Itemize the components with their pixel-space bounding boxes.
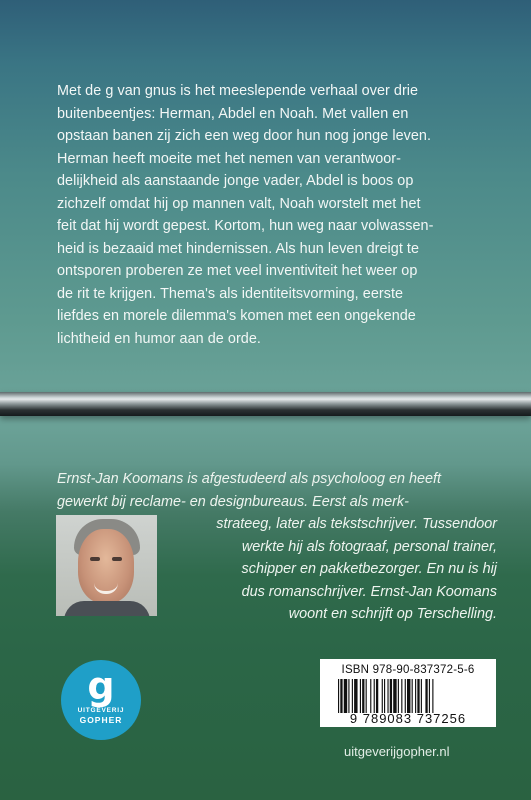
ean-digits: 9 789083 737256 (349, 711, 467, 726)
barcode-bar (425, 679, 427, 713)
publisher-logo (61, 660, 141, 740)
barcode-bar (360, 679, 361, 713)
blurb-line: liefdes en morele dilemma's komen met een ongekende (57, 308, 416, 324)
metal-rail-decoration (0, 392, 531, 416)
barcode-bar (415, 679, 416, 713)
blurb-line: zichzelf omdat hij op mannen valt, Noah worstelt met het (57, 195, 421, 212)
barcode-bar (432, 679, 433, 713)
barcode-bar (354, 679, 357, 713)
blurb-line: ontsporen proberen ze met veel inventiviteit het weer op (57, 263, 418, 279)
barcode-bar (338, 679, 339, 713)
barcode-bar (405, 679, 406, 713)
barcode-bar (382, 679, 383, 713)
barcode-bar (366, 679, 367, 713)
barcode-bar (362, 679, 364, 713)
author-bio-intro (57, 468, 497, 513)
barcode-bar (352, 679, 353, 713)
publisher-url: uitgeverijgopher.nl (344, 744, 450, 759)
bio-line: Ernst-Jan Koomans is afgestudeerd als psycholoog en heeft (57, 471, 441, 487)
author-bio-continued (168, 513, 497, 626)
bio-line: werkte hij als fotograaf, personal trainer, (241, 538, 497, 555)
bio-line: woont en schrijft op Terschelling. (288, 606, 497, 622)
bio-line: gewerkt bij reclame- en designbureaus. Eerst als merk- (57, 493, 409, 510)
bio-line: schipper en pakketbezorger. En nu is hij (241, 561, 497, 577)
barcode-bar (374, 679, 375, 713)
barcode-bar (384, 679, 385, 713)
cover-blurb (57, 80, 497, 350)
blurb-line: delijkheid als aanstaande jonge vader, Abdel is boos op (57, 173, 414, 189)
barcode-bar (348, 679, 349, 713)
blurb-line: de rit te krijgen. Thema's als identiteitsvorming, eerste (57, 285, 404, 302)
barcode-bar (417, 679, 419, 713)
blurb-line: opstaan banen zij zich een weg door hun nog jonge leven. (57, 128, 432, 144)
logo-line-gopher: GOPHER (79, 715, 123, 725)
gopher-g-icon: g (87, 664, 115, 708)
barcode-bars (338, 679, 488, 713)
barcode-bar (376, 679, 378, 713)
barcode-bar (390, 679, 392, 713)
bio-line: dus romanschrijver. Ernst-Jan Koomans (241, 583, 497, 600)
barcode-bar (412, 679, 413, 713)
author-photo (56, 515, 157, 616)
blurb-line: Herman heeft moeite met het nemen van verantwoor- (57, 150, 401, 167)
isbn-barcode (320, 659, 496, 727)
blurb-line: Met de g van gnus is het meeslepende verhaal over drie (57, 83, 419, 99)
barcode-bar (387, 679, 388, 713)
blurb-line: feit dat hij wordt gepest. Kortom, hun weg naar volwassen- (57, 218, 434, 234)
bio-line: strateeg, later als tekstschrijver. Tussendoor (216, 516, 497, 532)
logo-line-uitgeverij: UITGEVERIJ (77, 707, 125, 714)
barcode-bar (393, 679, 396, 713)
barcode-bar (429, 679, 430, 713)
barcode-bar (398, 679, 399, 713)
barcode-bar (340, 679, 342, 713)
barcode-bar (370, 679, 371, 713)
barcode-bar (407, 679, 410, 713)
barcode-bar (421, 679, 422, 713)
isbn-label: ISBN 978-90-837372-5-6 (341, 664, 475, 676)
blurb-line: heid is bezaaid met hindernissen. Als hun leven dreigt te (57, 240, 420, 257)
blurb-line: lichtheid en humor aan de orde. (57, 330, 261, 347)
barcode-bar (401, 679, 402, 713)
barcode-bar (344, 679, 347, 713)
blurb-line: buitenbeentjes: Herman, Abdel en Noah. Met vallen en (57, 105, 409, 122)
